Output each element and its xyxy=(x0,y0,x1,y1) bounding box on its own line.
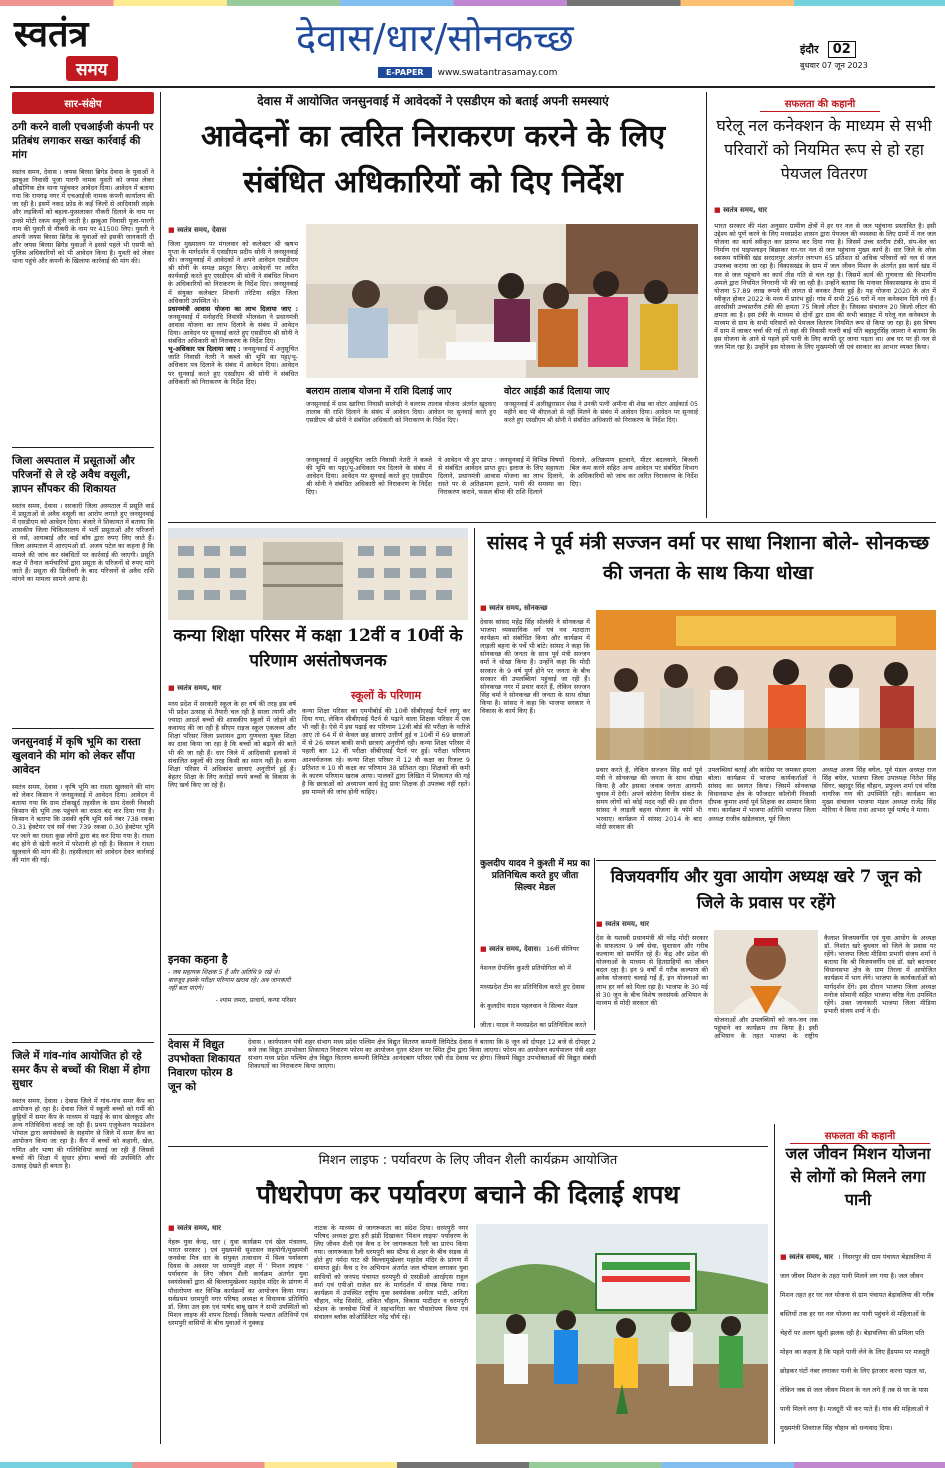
kuldeep-credit: ■ स्वतंत्र समय, देवास। xyxy=(480,945,541,953)
masthead-divider xyxy=(10,86,935,88)
section-divider xyxy=(168,522,936,523)
lead-caption-2 xyxy=(504,384,698,425)
color-bar-top xyxy=(0,0,945,6)
vijay-top-rule xyxy=(596,860,936,861)
date-line: बुधवार 07 जून 2023 xyxy=(800,61,868,70)
sidebar-item-body: स्वतंत्र समय, देवास । सरकारी जिला अस्पताल में प्रसूति वार्ड में प्रसूताओं से अवैध वसूली का आरोप लगाते हुए जनसुनवाई में एसडीएम को आवेदन दिया। बंजारे ने शिकायत में बताया कि शासकीय जिला चिकित्सालय में भर्ती प्रसूताओं और परिजनों से नर्स, आयाबाई और वार्ड बॉय द्वारा रुपए लिए जाते हैं। जिला अस्पताल में आरएमओ डॉ. अजय पटेल का कहना है कि मामले की जांच कर संबंधितों पर कार्रवाई की जाएगी। प्रसूति कक्ष में तैनात कर्मचारियों द्वारा प्रसूता के परिजनों से रुपए मांगे जाते हैं। प्रसूता की डिलीवरी के बाद परिजनों से अवैध राशि मांगने का मामला सामने आया है। xyxy=(12,502,154,583)
lead-col-5: दिलाने, अतिक्रमण हटवाने, मीटर बदलवाने, बिजली बिल कम करने सहित अन्य आवेदन पर संबंधित विभाग के अधिकारियों को जांच कर त्वरित निराकरण के निर्देश दिए। xyxy=(570,456,698,489)
sansad-photo-image xyxy=(596,610,936,760)
success2-headline: जल जीवन मिशन योजना से लोगों को मिलने लगा पानी xyxy=(785,1144,931,1209)
lead-intro: जिला मुख्यालय पर मंगलवार को कलेक्टर श्री ऋषभ गुप्ता के मार्गदर्शन में एसडीएम प्रदीप सोनी ने जनसुनवाई की। जनसुनवाई में आवेदकों ने अपने आवेदन एसडीएम श्री सोनी के समक्ष प्रस्तुत किए। आवेदनों पर त्वरित कार्यवाही करते हुए एसडीएम श्री सोनी ने संबंधित विभाग के अधिकारियों को निराकरण के निर्देश दिए। जनसुनवाई में संयुक्त कलेक्टर शिवानी तरेटिया सहित जिला अधिकारी उपस्थित थे। xyxy=(168,240,298,305)
vijay-col-2: योजनाओं और उपलब्धियों को जन-जन तक पहुंचाने का कार्यक्रम तय किया है। इसी अभियान के तहत भाजपा के राष्ट्रीय xyxy=(714,1016,818,1040)
mid-column-rule xyxy=(474,528,475,1028)
success2-rule xyxy=(774,1124,775,1444)
lead-credit: ■ स्वतंत्र समय, देवास xyxy=(168,226,308,235)
note-sign: - श्याम जमरा, प्राचार्य, कन्या परिसर xyxy=(215,997,296,1004)
kanya-headline: कन्या शिक्षा परिसर में कक्षा 12वीं व 10वीं के परिणाम असंतोषजनक xyxy=(173,626,463,671)
lead-caption-1 xyxy=(306,384,496,425)
kuldeep-body-wrap xyxy=(480,936,590,1030)
kuldeep-headline: कुलदीप यादव ने कुश्ती में मप्र का प्रतिनिधित्व करते हुए जीता सिल्वर मेडल xyxy=(480,859,590,893)
success1-label xyxy=(760,92,880,112)
results-body: कन्या शिक्षा परिसर का एमपीबोर्ड की 10वी सीबीएसई पैटर्न लागू कर दिया गया, लेकिन सीबीएसई पैटर्न से पढ़ाने वाला शिक्षक परिसर में एक भी नहीं है। ऐसे में इस पढ़ाई का परिणाम 12वी बोर्ड की परीक्षा के नतीजे आए तो 64 में से केवल छह छात्राएं उत्तीर्ण हुई व 10वीं में 69 छात्राओं में से 26 सफल बाकी सभी छात्राएं अनुत्तीर्ण रही। कन्या शिक्षा परिसर में पहली बार 12 वी परीक्षा सीबीएसई पैटर्न पर हुई। परीक्षा परिणाम आश्चर्यजनक रहे। कन्या शिक्षा परिसर में 12 वी कक्षा का रिजल्ट 9 प्रतिशत व 10 वी कक्षा का परिणाम 38 प्रतिशत रहा। शिक्षकों की कमी के कारण परिणाम खराब आया। पालकों द्वारा लिखित में शिकायत की गई है कि छात्राओं को अध्यापन कार्य हेतु प्रायः शिक्षक ही उपलब्ध नहीं रहते। इस मामले की जांच होनी चाहिए। xyxy=(302,707,470,796)
sidebar-item-body: स्वतंत्र समय, देवास । जयस बिरसा ब्रिगेड देवास के युवाओं ने झाबुआ निवासी पूजा पारगी नामक युवती को जयस लेकर औद्योगिक क्षेत्र थाना पहुंचकर आवेदन दिया। आवेदन में बताया गया कि रायगढ़ नगर में एचआईजी नामक कंपनी कार्यालय की जा रही है। इसमें नकद फ्रोड के कई जिलों से आदिवासी लड़के और लड़कियों को बहला-फुसलाकर नौकरी दिलाने के नाम पर उनसे मोटी रकम वसूली जाती है। झाबुआ निवासी पूजा-पारगी नाम की युवती से नौकरी के नाम पर 41500 लिए। युवती ने अपनी जयस बिरसा ब्रिगेड के युवाओं को इसकी जानकारी दी और जयस बिरसा ब्रिगेड युवाओं ने इससे पहले भी एसपी को पुलिस अधिकारियों को भी आवेदन किया है। युवती को लेकर थाना पहुंचे और कंपनी के खिलाफ कार्रवाई की मांग की। xyxy=(12,168,154,266)
mission-photo-image xyxy=(476,1224,768,1444)
kanya-credit: ■ स्वतंत्र समय, धार xyxy=(168,684,308,693)
sidebar-item xyxy=(12,1049,154,1427)
sansad-col-3: उपलब्धियां बताईं और कांग्रेस पर जमकर हमला बोला। कार्यक्रम में भाजपा कार्यकर्ताओं ने सांसद का स्वागत किया। जिसमें सोनकच्छ विधानसभा क्षेत्र के फौजदार कॉलोनी निवासी दीपक कुमार शर्मा पूर्व शिक्षक का सम्मान किया गया। कार्यक्रम में भाजपा अतिथि भाजपा जिला अध्यक्ष राजीव खंडेलवाल, पूर्व जिला xyxy=(708,766,816,823)
lead-sub1-heading: प्रधानमंत्री आवास योजना का लाभ दिलाया जाए : xyxy=(168,304,298,313)
bijli-headline: देवास में विद्युत उपभोक्ता शिकायत निवारण फोरम 8 जून को xyxy=(168,1039,241,1093)
lead-kicker: देवास में आयोजित जनसुनवाई में आवेदकों ने एसडीएम को बताई अपनी समस्याएं xyxy=(257,94,609,108)
lead-headline: आवेदनों का त्वरित निराकरण करने के लिए संबंधित अधिकारियों को दिए निर्देश xyxy=(200,119,666,200)
vijay-body: देश के यशस्वी प्रधानमंत्री श्री नरेंद्र मोदी सरकार के सफलतम 9 वर्ष सेवा, सुशासन और गरीब कल्याण को समर्पित रहे हैं। केंद्र और प्रदेश की योजनाओं के माध्यम से हितग्राहियों का जीवन बदल रहा है। इन 9 वर्षों में गरीब कल्याण की अनेक योजनाएं चलाई गईं हैं, इन योजनाओं का लाभ हर वर्ग को मिला रहा है। भाजपा के 30 मई से 30 जून के बीच विशेष जनसंपर्क अभियान के माध्यम से मोदी सरकार की xyxy=(596,934,708,1007)
sidebar-item-headline: जिले में गांव-गांव आयोजित हो रहे समर कैंप से बच्चों की शिक्षा में होगा सुधार xyxy=(12,1050,150,1090)
caption-2-body: जनसुनवाई में अलीखुरासान शेख ने उनकी पत्नी अमीना बी शेख का वोटर आईकार्ड 05 महीने बाद भी बीएलओ से नहीं मिलने के संबंध में आवेदन दिया। आवेदन पर सुनवाई करते हुए एसडीएम श्री सोनी ने संबंधित अधिकारी को निराकरण के निर्देश दिए। xyxy=(504,401,698,424)
lead-col-4: ये आवेदन भी हुए प्राप्त : जनसुनवाई में विभिन्न विषयों से संबंधित आवेदन प्राप्त हुए। इलाज के लिए सहायता दिलाने, प्रधानमंत्री आवास योजना का लाभ दिलाने, रास्ते पर से अतिक्रमण हटाने, पानी की समस्या का निराकरण कराने, फसल बीमा की राशि दिलाने xyxy=(438,456,564,497)
lead-col2-text: जनसुनवाई में अनुसूचित जाति निवासी नेतरी ने कब्जे की भूमि का पट्टा/भू-अधिकार पत्र दिलाने के संबंध में आवेदन दिया। आवेदन पर सुनवाई करते हुए एसडीएम श्री सोनी ने संबंधित अधिकारी को निराकरण के निर्देश दिए। xyxy=(306,456,432,497)
success2-label-text: सफलता की कहानी xyxy=(824,1131,896,1142)
kanya-body: मध्य प्रदेश में सरकारी स्कूल के हर वर्ष की तरह इस वर्ष भी प्रदेश उत्साह से तैयारी चल रही है साला त्यागी और ज्यादा आदर्श बच्चों की शासकीय स्कूलों में जोड़ने की कवायद की जा रही है सीएम राइज स्कूल एकलव्य और शिक्षा परिसर जिला प्रशासन द्वारा गुणवत्ता युक्त शिक्षा का दावा किया जा रहा है कि बच्चों को बढ़ाने की बातें भी की जा रही हैं। धार जिले में आदिवासी इलाकों में संचालित स्कूलों की तरह किसी का ध्यान नहीं है। कन्या शिक्षा परिसर में अधिकांश छात्राएं अनुत्तीर्ण हुई हैं। बेहतर शिक्षा के लिए करोड़ों रुपये बच्चों के विकास के लिए खर्च किए जा रहे हैं। xyxy=(168,700,296,789)
masthead-logo xyxy=(14,14,154,90)
note-body: - जब सहायक शिक्षक 5 हैं और अतिथि 9 रखे थे। बावजूद इसके परीक्षा परिणाम खराब रहे। अब जानकारी नहीं बता पाएंगे। xyxy=(168,969,291,992)
page-number: 02 xyxy=(828,41,856,58)
success1-label-text: सफलता की कहानी xyxy=(784,99,856,110)
success1-credit: ■ स्वतंत्र समय, धार xyxy=(714,206,874,215)
lead-photo xyxy=(306,224,698,378)
sidebar-item-headline: जिला अस्पताल में प्रसूताओं और परिजनों से ले रहे अवैध वसूली, ज्ञापन सौंपकर की शिकायत xyxy=(12,455,135,495)
epaper-strip xyxy=(378,66,698,79)
sidebar-item-body: स्वतंत्र समय, देवास । देवास जिले में गांव-गांव समर कैंप का आयोजन हो रहा है। देवास जिले में स्कूली बच्चों को गर्मी की छुट्टियों में समर कैंप के माध्यम से पढ़ाई के साथ खेलकूद और अन्य गतिविधियां कराई जा रही हैं। प्रथम एजुकेशन फाउंडेशन भोपाल द्वारा स्वयंसेवकों के सहयोग से जिले में समर कैंप का आयोजन किया जा रहा है। कैंप में बच्चों को कहानी, खेल, गणित और भाषा की गतिविधियां कराई जा रही हैं जिससे बच्चों की शिक्षा में सुधार होगा। बच्चों की उपस्थिति और उत्साह देखते ही बनता है। xyxy=(12,1097,154,1170)
lead-sub1-body: जनसुनवाई में मनोहरदि निवासी भीलवंशा ने प्रधानमंत्री आवास योजना का लाभ दिलाने के संबंध में आवेदन दिया। आवेदन पर सुनवाई करते हुए एसडीएम श्री सोनी ने संबंधित अधिकारी को निराकरण के निर्देश दिए। xyxy=(168,312,298,346)
caption-1-body: जनसुनवाई में ग्राम खारिया निवासी सालेन्द्री ने बलराम तालाब योजना अंतर्गत खुदवाए तालाब की राशि दिलाने के संबंध में आवेदन दिया। आवेदन पर सुनवाई करते हुए एसडीएम श्री सोनी ने संबंधित अधिकारी को निराकरण के निर्देश दिए। xyxy=(306,401,496,424)
mission-top-rule xyxy=(168,1146,768,1147)
kuldeep-body: 16वीं सीनियर नेशनल ग्रेपलिंग कुश्ती प्रतियोगिता को में मध्यप्रदेश टीम का प्रतिनिधित्व करते हुए देवास के कुलदीप यादव पहलवान ने सिल्वर मेडल जीता। यादव ने मध्यप्रदेश का प्रतिनिधित्व करते xyxy=(480,945,587,1029)
mission-col-1: नेहरू युवा केन्द्र, धार ( युवा कार्यक्रम एवं खेल मंत्रालय, भारत सरकार ) एवं मुख्यमंत्री सुशासन सहयोगी/मुख्यमंत्री जनसेवा मित्र धार के संयुक्त तत्वाधान में विश्व पर्यावरण दिवस के अवसर पर धरमपुरी शहर में ' मिशन लाइफ ' पर्यावरण के लिए जीवन शैली कार्यक्रम अंतर्गत युवा स्वयंसेवकों द्वारा श्री बिल्लामुखेश्वर महादेव मंदिर के प्रांगण में पौधारोपण कर विभिन्न कार्यक्रमों का आयोजन किया गया। सर्वप्रथम धरमपुरी नगर परिषद अध्यक्ष व विधायक प्रतिनिधि डॉ. जिया उल हक एवं पार्षद बाबू खान ने सभी उपस्थितों को मिशन लाइफ की शपथ दिलाई। जिसके पश्चात अतिथियों एवं धरमपुरी वासियों के बीच युवाओं ने नुक्कड़ xyxy=(168,1238,308,1327)
sidebar-divider xyxy=(12,728,154,729)
sidebar-item-body: स्वतंत्र समय, देवास । कृषि भूमि का रास्ता खुलवाने की मांग को लेकर किसान ने जनसुनवाई में आवेदन दिया। आवेदन में बताया गया कि ग्राम टोंकखुर्द तहसील के ग्राम देवली निवासी किसान की भूमि तक पहुंचने का रास्ता बंद कर दिया गया है। किसान ने बताया कि उसकी कृषि भूमि सर्वे नंबर 738 रकबा 0.31 हेक्टेयर एवं सर्वे नंबर 739 रकबा 0.30 हेक्टेयर भूमि पर जाने का रास्ता कुछ लोगों द्वारा बंद कर दिया गया है। रास्ता बंद होने से खेती करने में परेशानी हो रही है। किसान ने रास्ता खुलवाने की मांग की है। तहसीलदार को आवेदन देकर कार्रवाई की मांग की गई। xyxy=(12,783,154,864)
bijli-top-rule xyxy=(168,1034,596,1035)
sidebar-item-headline: ठगी करने वाली एचआईजी कंपनी पर प्रतिबंध लगाकर सख्त कार्रवाई की मांग xyxy=(12,121,154,161)
edition-title: देवास/धार/सोनकच्छ xyxy=(296,16,574,60)
sidebar-label: सार-संक्षेप xyxy=(12,92,154,114)
caption-1-heading: बलराम तालाब योजना में राशि दिलाई जाए xyxy=(306,386,452,397)
sansad-photo xyxy=(596,610,936,760)
success1-headline: घरेलू नल कनेक्शन के माध्यम से सभी परिवारों को नियमित रूप से हो रहा पेयजल वितरण xyxy=(716,116,932,183)
lead-sub2-body: जनसुनवाई में अनुसूचित जाति निवासी नेतरी ने कब्जे की भूमि का पट्टा/भू-अधिकार पत्र दिलाने के संबंध में आवेदन दिया। आवेदन पर सुनवाई करते हुए एसडीएम श्री सोनी ने संबंधित अधिकारी को निराकरण के निर्देश दिए। xyxy=(168,345,298,386)
logo-bottom: समय xyxy=(66,56,118,81)
caption-2-heading: वोटर आईडी कार्ड दिलाया जाए xyxy=(504,386,610,397)
mission-col-2: नाटक के माध्यम से जागरूकता का संदेश दिया। धरमपुरी नगर परिषद अध्यक्ष द्वारा हरी झंडी दिखाकर 'मिशन लाइफ' पर्यावरण के लिए जीवन शैली एवं कैच द रेन जागरूकता रैली का प्रारंभ किया गया। जागरूकता रैली धरमपुरी बस स्टैण्ड से शहर के बीच सड़क से होते हुए नर्मदा घाट श्री बिल्लामुखेश्वर महादेव मंदिर के प्रांगण में समाप्त हुई। कैच द रेन अभियान अंतर्गत जल चौपाल लगाकर युवा साथियों को जनपद पंचायत धरमपुरी से एसडीओ आरईएस राहुल वर्मा एवं एपीओ राजेश सर के मार्गदर्शन में संपन्न किया गया। कार्यक्रम में उपस्थित राष्ट्रीय युवा स्वयंसेवक अनीता भाटी, अनिता चौहान, नरेंद्र सिसोदे, अंकित चौहान, विकास पाटीदार व धरमपुरी स्टेशन के जनसेवा मित्रों ने सहभागिता कर पौधारोपण किया एवं संचालन ब्लॉक कोऑर्डिनेटर नरेंद्र चौर्य रहे। xyxy=(314,1224,468,1322)
vijay-col-3: कैलाश विजयवर्गीय एवं युवा आयोग के अध्यक्ष डॉ. निशांत खरे बुधवार को जिले के प्रवास पर रहेंगे। भाजपा जिला मीडिया प्रभारी संजय शर्मा ने बताया कि श्री विजयवर्गीय एवं डॉ. खरे बदनावर विधानसभा क्षेत्र के ग्राम तिरला में आयोजित कार्यक्रम में भाग लेंगे। भाजपा के कार्यकर्ताओं को मार्गदर्शन देंगे। इस दौरान भाजपा जिला अध्यक्ष मनोज सोमानी सहित भाजपा वरिष्ठ नेता उपस्थित रहेंगे। उक्त जानकारी भाजपा जिला मीडिया प्रभारी संजय शर्मा ने दी। xyxy=(824,934,936,1015)
vijay-photo xyxy=(714,930,818,1014)
sidebar-column-rule xyxy=(160,92,161,1444)
website-link[interactable]: www.swatantrasamay.com xyxy=(437,67,558,78)
sidebar xyxy=(12,92,154,1444)
success2-label xyxy=(790,1124,930,1144)
mission-photo xyxy=(476,1224,768,1444)
sidebar-item-headline: जनसुनवाई में कृषि भूमि का रास्ता खुलवाने की मांग को लेकर सौंपा आवेदन xyxy=(12,736,141,776)
note-title: इनका कहना है xyxy=(168,953,228,966)
success2-credit: ■ स्वतंत्र समय, धार xyxy=(780,1253,833,1261)
vijay-photo-image xyxy=(714,930,818,1014)
sidebar-item xyxy=(12,454,154,732)
lead-body xyxy=(168,240,298,518)
sansad-col-2: प्रचार करते हैं, लेकिन सज्जन सिंह वर्मा पूर्व मंत्री ने सोनकच्छ की जनता के साथ धोखा किया है और इसका जवाब जनता आगामी चुनाव में देगी। अपने कोरोना वित्तीय संकट के समय लोगों को कोई मदद नहीं की। इस दौरान सांसद ने लाड़ली बहना योजना के फॉर्म भी भरवाए। कार्यक्रम में सांसद 2014 के बाद मोदी सरकार की xyxy=(596,766,702,831)
page-info xyxy=(800,38,910,78)
sidebar-divider xyxy=(12,447,154,448)
kanya-photo-image xyxy=(168,528,468,620)
success2-body: । निसरपुर की ग्राम पंचायत बेड़ावलिया में जल जीवन मिशन के तहत पानी मिलने लग गया है। जल जीवन मिशन तहत हर घर नल योजना से ग्राम पंचायत बेड़ावलिया की गरीब बस्तियों तक हर घर नल योजना का पानी पहुंचने से महिलाओं के चेहरों पर अलग खुशी झलक रही है। बेड़ावलिया की प्रमिला पति मोहन का कहना है कि पहले पानी लेने के लिए हैंडपम्प पर मजदूरी छोड़कर घंटों नंबर लगाकर पानी के लिए इंतजार करना पड़ता था, लेकिन जब से जल जीवन मिशन के नल लगे हैं तब से घर के पास पानी मिलने लगा है। मजदूरी भी कर पाते हैं। गांव की महिलाओं ने मुख्यमंत्री शिवराज सिंह चौहान को धन्यवाद दिया। xyxy=(780,1253,934,1432)
sidebar-item xyxy=(12,120,154,448)
results-title: स्कूलों के परिणाम xyxy=(350,689,422,702)
sansad-body: देवास सांसद महेंद्र सिंह सोलंकी ने सोनकच्छ में भाजपा व्यवसायिक वर्ग एवं नव मतदाता कार्यक्रम को संबोधित किया और कार्यक्रम में लाड़ली बहना के पर्चे भी बांटे। सांसद ने कहा कि सोनकच्छ की जनता के साथ पूर्व मंत्री सज्जन वर्मा ने धोखा किया है। उन्होंने कहा कि मोदी सरकार के 9 वर्ष पूर्ण होने पर जनता के बीच सरकार की उपलब्धियां पहुंचाई जा रही हैं। सोनकच्छ नगर में प्रचार करते हैं, लेकिन सज्जन सिंह वर्मा ने सोनकच्छ की जनता के साथ धोखा किया है। सांसद ने कहा कि भाजपा सरकार ने विकास के कार्य किए हैं। xyxy=(480,618,590,716)
kuldeep-story xyxy=(480,858,590,894)
sansad-col-4: अध्यक्ष अजय सिंह बघेल, पूर्व मंडल अध्यक्ष राज सिंह बघेल, भाजपा जिला उपाध्यक्ष नितेश सिंह सिंगर, बहादुर सिंह चौहान, प्रफुल्ल शर्मा एवं वरिष्ठ नागरिक गण की उपस्थिति रही। कार्यक्रम का मुख्य संचालन भाजपा मंडल अध्यक्ष राजेंद्र सिंह मोरिया ने किया तथा आभार पूर्व पार्षद ने माना। xyxy=(822,766,936,815)
lead-col-3 xyxy=(306,456,432,518)
city-label: इंदौर xyxy=(800,43,819,56)
sidebar-item xyxy=(12,735,154,1021)
success2-body-wrap xyxy=(780,1244,936,1444)
results-box xyxy=(302,688,470,1028)
mission-headline: पौधरोपण कर पर्यावरण बचाने की दिलाई शपथ xyxy=(256,1180,680,1209)
mission-kicker: मिशन लाइफ : पर्यावरण के लिए जीवन शैली कार्यक्रम आयोजित xyxy=(318,1153,618,1168)
vijay-headline: विजयवर्गीय और युवा आयोग अध्यक्ष खरे 7 जून को जिले के प्रवास पर रहेंगे xyxy=(610,867,922,912)
vijay-credit: ■ स्वतंत्र समय, धार xyxy=(596,920,736,929)
mission-credit: ■ स्वतंत्र समय, धार xyxy=(168,1224,308,1233)
success1-body: भारत सरकार की मंशा अनुसार ग्रामीण क्षेत्रों में हर घर नल से जल पहुंचाना प्रस्तावित है। इसी उद्देश्य को पूर्ण करने के लिए मध्यप्रदेश शासन द्वारा पेयजल की व्यवस्था के लिए ग्रामों में नल जल योजना का कार्य स्वीकृत कर प्रारम्भ कर दिया गया है। जिसमें उच्च स्तरीय टंकी, संप-वेल का निर्माण एवं पाइपलाइन बिछाकर घर-घर नल से जल पहुंचाना मुख्य कार्य है। धार जिले के लोक स्वास्थ्य यांत्रिकी खंड सरदारपुर अंतर्गत लगभग 65 प्रतिशत से अधिक परिवारों को नल से जल उपलब्ध कराया जा रहा है। विकासखंड के ग्राम में जल जीवन मिशन के अंतर्गत इस कार्य खंड में नल से जल पहुंचाने का कार्य तीव्र गति से चल रहा है। जिसमें कार्य की गुणवत्ता की विभागीय अमले द्वारा नियमित निगरानी भी की जा रही है। उन्होंने बताया कि मनावर विकासखण्ड के ग्राम में योजना 57.89 लाख रूपये की लागत से बनकर तैयार हुई है। यह योजना 2020 के अंत में स्वीकृत होकर 2022 के मध्य में प्रारंभ हुई। गांव में सभी 256 घरों में नल कनेक्शन दिये गये हैं। आरसीसी उच्चस्तरीय टंकी की क्षमता 75 किलो लीटर है। जिसका संचालन 20 किलो लीटर की क्षमता का है। इस टंकी के माध्यम से दोनों द्वार ग्राम की सभी बसाहट में घरेलू नल कनेक्शन के माध्यम से ग्राम के सभी परिवारों को पेयजल वितरण नियमित रूप से किया जा रहा है। इस विषय में ग्राम में जाकर चर्चा की गई तो वहां की निवासी गजरी बाई पति बहादुरसिंह जामरा ने बताया कि इस योजना के आने से पहले हमें पानी के लिए काफी दूर जाना पड़ता था। अब घर पर ही नल से जल मिल रहा है। उन्होंने इस योजना के लिए मुख्यमंत्री जी एवं सरकार का आभार व्यक्त किया। xyxy=(714,222,936,352)
color-bar-bottom xyxy=(0,1462,945,1468)
sansad-credit: ■ स्वतंत्र समय, सोनकच्छ xyxy=(480,604,640,613)
kanya-note xyxy=(168,952,296,1005)
sidebar-divider xyxy=(12,1042,154,1043)
lead-sub2-heading: भू-अधिकार पत्र दिलाया जाए : xyxy=(168,345,241,354)
logo-top: स्वतंत्र xyxy=(14,13,89,55)
bijli-body: देवास । कार्यपालन यंत्री शहर संभाग मध्य प्रदेश पश्चिम क्षेत्र विद्युत वितरण कम्पनी लिमिटेड देवास ने बताया कि 8 जून को दोपहर 12 बजे से दोपहर 2 बजे तक विद्युत उपभोक्ता शिकायत निवारण फोरम का आयोजन नूतन स्टेशन पर स्थित ट्रीम द्वारा किया जाएगा। फोरम का आयोजन कार्यपालन यंत्री शहर संभाग मध्य प्रदेश पश्चिम क्षेत्र विद्युत वितरण कम्पनी लिमिटेड आनंदबाग परिसर एबी रोड देवास पर होगा। जिसमें विद्युत उपभोक्ताओं की विद्युत संबंधी शिकायतों का निराकरण किया जाएगा। xyxy=(248,1038,596,1071)
lead-photo-image xyxy=(306,224,698,378)
sansad-headline: सांसद ने पूर्व मंत्री सज्जन वर्मा पर साधा निशाना बोले- सोनकच्छ की जनता के साथ किया धोखा xyxy=(486,532,930,584)
right-column-rule xyxy=(706,92,707,518)
kuldeep-column-rule xyxy=(594,858,595,1030)
kanya-photo xyxy=(168,528,468,620)
epaper-label: E-PAPER xyxy=(378,67,432,78)
